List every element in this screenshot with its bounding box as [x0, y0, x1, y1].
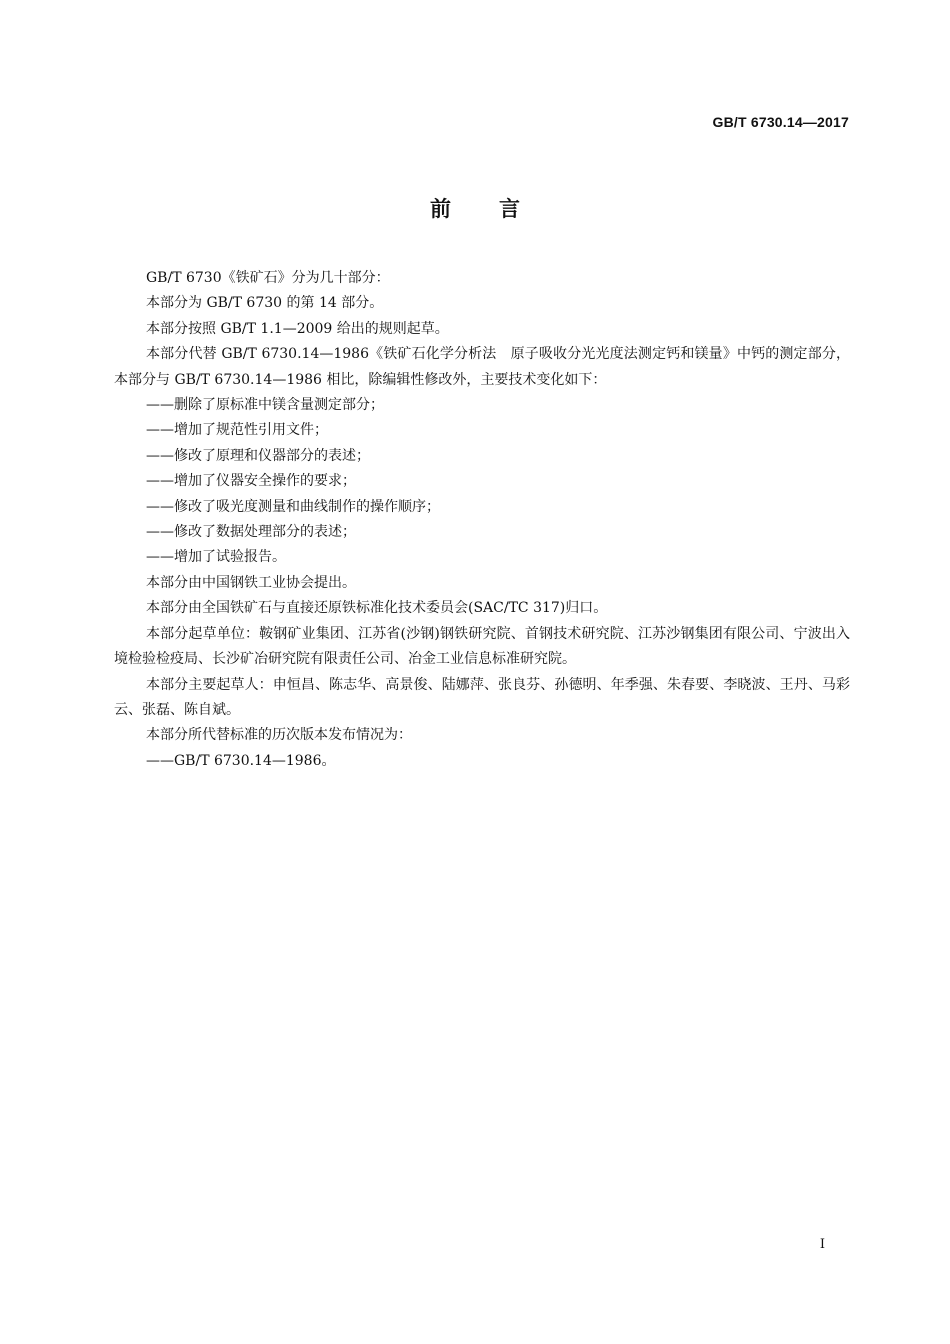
list-item: ——GB/T 6730.14—1986。 — [146, 752, 336, 769]
paragraph: 本部分为 GB/T 6730 的第 14 部分。 — [146, 295, 384, 312]
standard-number: GB/T 6730.14—2017 — [712, 114, 849, 130]
paragraph: GB/T 6730《铁矿石》分为几十部分： — [146, 270, 390, 286]
paragraph: 本部分主要起草人：申恒昌、陈志华、高景俊、陆娜萍、张良芬、孙德明、年季强、朱春要、李晓波、王丹、马彩云、张磊、陈自斌。 — [114, 676, 850, 718]
list-item: ——修改了数据处理部分的表述； — [146, 524, 356, 541]
foreword-body — [114, 266, 850, 774]
list-item: ——修改了吸光度测量和曲线制作的操作顺序； — [146, 498, 440, 515]
list-item: ——增加了仪器安全操作的要求； — [146, 473, 356, 490]
list-item: ——删除了原标准中镁含量测定部分； — [146, 397, 384, 414]
paragraph: 本部分所代替标准的历次版本发布情况为： — [146, 727, 412, 744]
paragraph: 本部分由中国钢铁工业协会提出。 — [146, 574, 356, 591]
list-item: ——增加了规范性引用文件； — [146, 422, 328, 439]
page-number: I — [819, 1237, 825, 1252]
list-item: ——增加了试验报告。 — [146, 549, 286, 566]
paragraph: 本部分由全国铁矿石与直接还原铁标准化技术委员会(SAC/TC 317)归口。 — [146, 600, 608, 617]
paragraph: 本部分按照 GB/T 1.1—2009 给出的规则起草。 — [146, 320, 449, 337]
page-title: 前言 — [430, 197, 568, 221]
list-item: ——修改了原理和仪器部分的表述； — [146, 447, 370, 464]
paragraph: 本部分代替 GB/T 6730.14—1986《铁矿石化学分析法 原子吸收分光光度法测定钙和镁量》中钙的测定部分，本部分与 GB/T 6730.14—1986 相比，除编辑性修改外，主要技术变化如下： — [114, 346, 850, 388]
paragraph: 本部分起草单位：鞍钢矿业集团、江苏省(沙钢)钢铁研究院、首钢技术研究院、江苏沙钢集团有限公司、宁波出入境检验检疫局、长沙矿冶研究院有限责任公司、冶金工业信息标准研究院。 — [114, 625, 850, 668]
